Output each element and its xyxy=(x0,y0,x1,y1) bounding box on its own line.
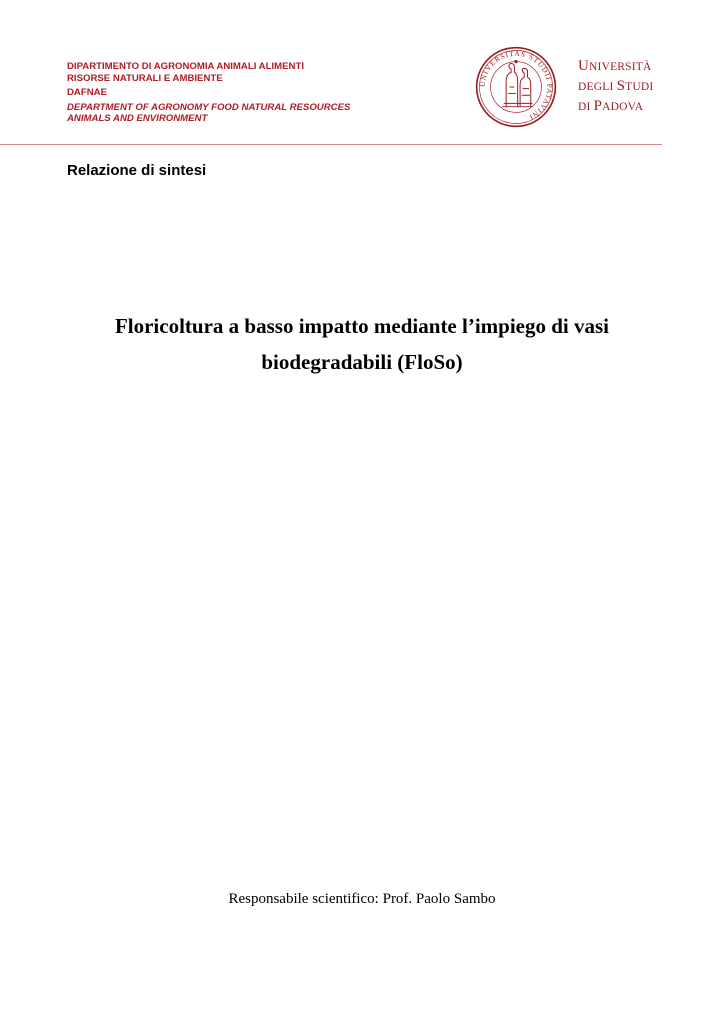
report-type-heading: Relazione di sintesi xyxy=(67,162,207,179)
department-header xyxy=(67,61,427,125)
university-name xyxy=(578,57,653,117)
university-seal-logo xyxy=(475,46,557,128)
university-name-line3: DI PADOVA xyxy=(578,98,644,114)
department-name-it-line1: DIPARTIMENTO DI AGRONOMIA ANIMALI ALIMENTI xyxy=(67,61,304,72)
university-name-line2: DEGLI STUDI xyxy=(578,78,654,94)
scientific-responsible: Responsabile scientifico: Prof. Paolo Sambo xyxy=(228,891,496,907)
document-title-line2: biodegradabili (FloSo) xyxy=(261,350,463,374)
svg-text:UNIVERSITAS STUDII PATAVINI: UNIVERSITAS STUDII PATAVINI xyxy=(477,48,555,123)
department-name-en-line1: DEPARTMENT OF AGRONOMY FOOD NATURAL RESOURCES xyxy=(67,101,351,113)
department-name-it-line2: RISORSE NATURALI E AMBIENTE xyxy=(67,72,223,84)
department-name-en-line2: ANIMALS AND ENVIRONMENT xyxy=(67,113,208,124)
header-divider xyxy=(0,144,662,145)
document-title-line1: Floricoltura a basso impatto mediante l’impiego di vasi xyxy=(114,314,610,338)
university-name-line1: UNIVERSITÀ xyxy=(578,58,652,74)
department-acronym: DAFNAE xyxy=(67,87,107,98)
document-title xyxy=(40,308,684,380)
